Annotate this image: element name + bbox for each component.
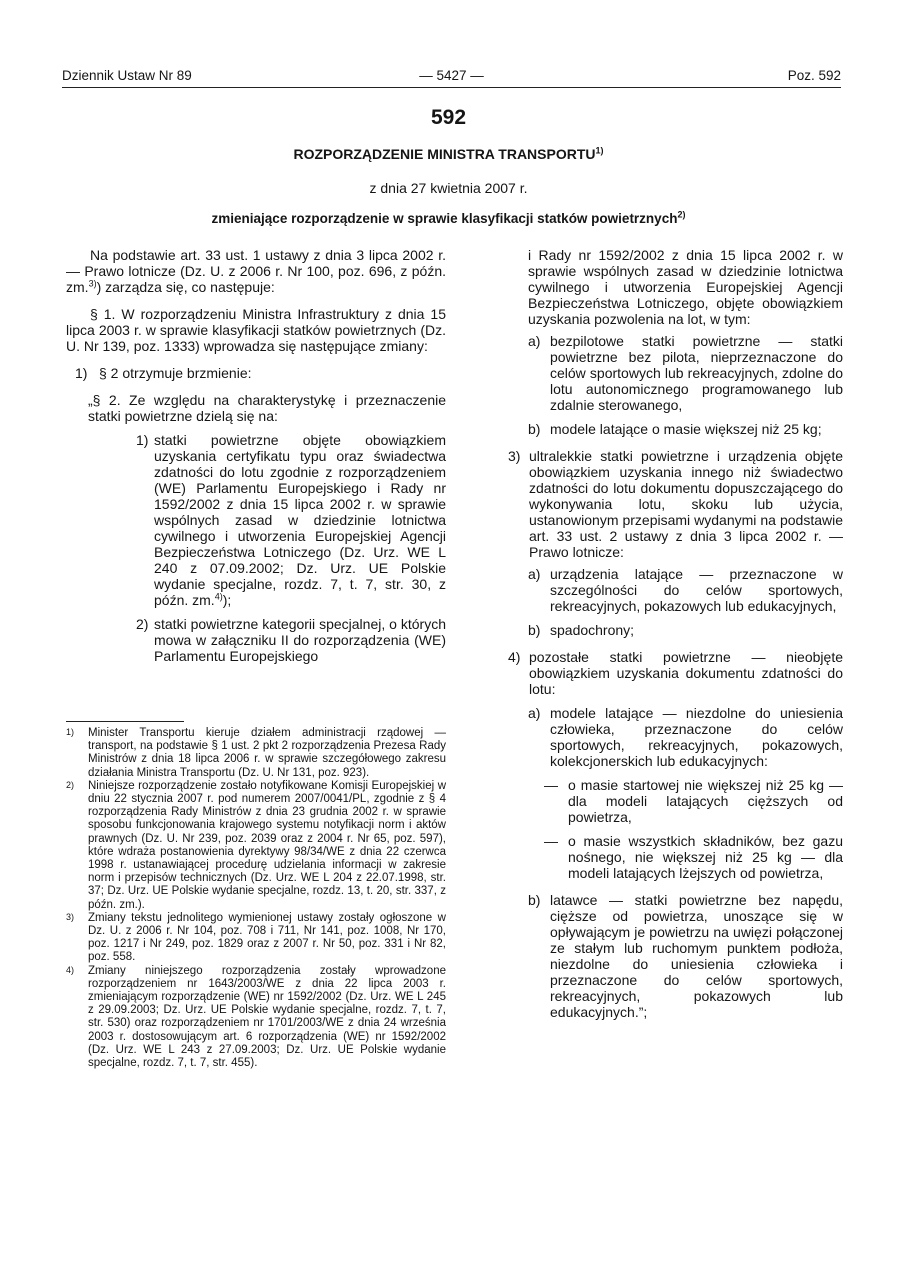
continuation-text: i Rady nr 1592/2002 z dnia 15 lipca 2002 r. w sprawie wspólnych zasad w dziedzinie lotnictwa cywilnego i utworzenia Europejskiej Agencji Bezpieczeństwa Lotniczego, objęte obowiązkiem uzyskania pozwolenia na lot, w tym: xyxy=(528,247,843,327)
footnote-ref: 4) xyxy=(214,591,223,602)
footnote-ref: 3) xyxy=(88,278,97,289)
list-item xyxy=(528,705,843,769)
quoted-article: „§ 2. Ze względu na charakterystykę i przeznaczenie statki powietrzne dzielą się na: xyxy=(88,392,446,424)
footnote xyxy=(66,727,446,780)
footnote-text: Minister Transportu kieruje działem administracji rządowej — transport, na podstawie § 1 ust. 2 pkt 2 rozporządzenia Prezesa Rady Ministrów z dnia 18 lipca 2006 r. w sprawie szczegółowego zakresu działania Ministra Transportu (Dz. U. Nr 131, poz. 923). xyxy=(88,727,446,779)
footnotes xyxy=(66,727,446,1070)
item-text: modele latające o masie większej niż 25 kg; xyxy=(550,421,822,437)
right-column xyxy=(508,247,843,1020)
item-text: ultralekkie statki powietrzne i urządzenia objęte obowiązkiem uzyskania innego niż świadectwo zdatności do lotu dokumentu dopuszczającego do wykonywania lotu, skoku lub użycia, ustanowionym przepisami wydanymi na podstawie art. 33 ust. 2 ustawy z dnia 3 lipca 2002 r. — Prawo lotnicze: xyxy=(529,448,843,560)
legal-basis-end: ) zarządza się, co następuje: xyxy=(96,279,275,295)
act-title xyxy=(0,146,897,162)
list-item xyxy=(528,777,843,825)
list-item xyxy=(528,566,843,614)
list-item xyxy=(508,448,843,560)
list-item xyxy=(528,833,843,881)
header-rule xyxy=(62,87,841,88)
item-label: 4) xyxy=(508,649,521,665)
item-text: o masie startowej nie większej niż 25 kg — dla modeli latających cięższych od powietrza, xyxy=(568,777,843,825)
footnote-label: 4) xyxy=(66,964,75,975)
item-label: a) xyxy=(528,333,541,349)
item-text: spadochrony; xyxy=(550,622,635,638)
item-label: a) xyxy=(528,566,541,582)
footnote xyxy=(66,912,446,965)
item-text: latawce — statki powietrzne bez napędu, cięższe od powietrza, unoszące się w opływającym je powietrzu na uwięzi połączonej ze stałym lub ruchomym punktem podłoża, niezdolne do uniesienia człowieka i przeznaczone do celów sportowych, rekreacyjnych, pokazowych lub edukacyjnych.”; xyxy=(550,892,843,1020)
footnote-text: Niniejsze rozporządzenie zostało notyfikowane Komisji Europejskiej w dniu 22 stycznia 2007 r. pod numerem 2007/0041/PL, zgodnie z § 4 rozporządzenia Rady Ministrów z dnia 23 grudnia 2002 r. w sprawie sposobu funkcjonowania krajowego systemu notyfikacji norm i aktów prawnych (Dz. U. Nr 239, poz. 2039 oraz z 2004 r. Nr 65, poz. 597), które wdraża postanowienia dyrektywy 98/34/WE z dnia 22 czerwca 1998 r. ustanawiającej procedurę udzielania informacji w zakresie norm i przepisów technicznych (Dz. Urz. WE L 204 z 22.07.1998, str. 37; Dz. Urz. UE Polskie wydanie specjalne, rozdz. 13, t. 20, str. 337, z późn. zm.). xyxy=(88,779,446,911)
item-text: statki powietrzne kategorii specjalnej, o których mowa w załączniku II do rozporządzenia (WE) Parlamentu Europejskiego xyxy=(154,616,446,664)
legal-basis xyxy=(66,247,446,295)
footnote-rule xyxy=(66,721,184,722)
item-label: a) xyxy=(528,705,541,721)
footnote-text: Zmiany tekstu jednolitego wymienionej ustawy zostały ogłoszone w Dz. U. z 2006 r. Nr 104, poz. 708 i 711, Nr 141, poz. 1008, Nr 170, poz. 1217 i Nr 249, poz. 1829 oraz z 2007 r. Nr 50, poz. 331 i Nr 82, poz. 558. xyxy=(88,911,446,964)
item-text xyxy=(154,432,446,608)
footnote-ref: 2) xyxy=(677,209,686,220)
item-text: urządzenia latające — przeznaczone w szczególności do celów sportowych, rekreacyjnych, pokazowych lub edukacyjnych, xyxy=(550,566,843,614)
act-date: z dnia 27 kwietnia 2007 r. xyxy=(369,180,528,196)
item-text: modele latające — niezdolne do uniesienia człowieka, przeznaczone do celów sportowych, rekreacyjnych, pokazowych, kolekcjonerskich lub edukacyjnych: xyxy=(550,705,843,769)
act-subtitle-text: zmieniające rozporządzenie w sprawie klasyfikacji statków powietrznych xyxy=(211,211,678,226)
list-item xyxy=(508,649,843,697)
list-item xyxy=(528,622,843,638)
list-item xyxy=(528,421,843,437)
position-number: Poz. 592 xyxy=(787,68,841,83)
item-label: 3) xyxy=(508,448,521,464)
act-number: 592 xyxy=(430,106,467,129)
item-label: b) xyxy=(528,421,541,437)
item-text: § 2 otrzymuje brzmienie: xyxy=(99,365,252,381)
item-label: b) xyxy=(528,622,541,638)
list-item xyxy=(528,333,843,413)
item-text: o masie wszystkich składników, bez gazu nośnego, nie większej niż 25 kg — dla modeli latających lżejszych od powietrza, xyxy=(568,833,843,881)
footnote-label: 1) xyxy=(66,727,75,737)
act-title-text: ROZPORZĄDZENIE MINISTRA TRANSPORTU xyxy=(293,146,596,162)
page-number: — 5427 — xyxy=(419,68,484,83)
footnote-text: Zmiany niniejszego rozporządzenia zostały wprowadzone rozporządzeniem nr 1643/2003/WE z dnia 22 lipca 2003 r. zmieniającym rozporządzenie (WE) nr 1592/2002 (Dz. Urz. WE L 245 z 29.09.2003; Dz. Urz. UE Polskie wydanie specjalne, rozdz. 7, t. 7, str. 530) oraz rozporządzeniem nr 1701/2003/WE z dnia 24 września 2003 r. dostosowującym art. 6 rozporządzenia (WE) nr 1592/2002 (Dz. Urz. WE L 243 z 27.09.2003; Dz. Urz. UE Polskie wydanie specjalne, rozdz. 7, t. 7, str. 455). xyxy=(88,964,446,1070)
list-item xyxy=(66,365,446,381)
item-label: 1) xyxy=(75,365,88,381)
footnote-label: 2) xyxy=(66,779,75,790)
footnote xyxy=(66,780,446,912)
item-text: pozostałe statki powietrzne — nieobjęte obowiązkiem uzyskania dokumentu zdatności do lotu: xyxy=(529,649,843,697)
legal-basis-text: Na podstawie art. 33 ust. 1 ustawy z dnia 3 lipca 2002 r. — Prawo lotnicze (Dz. U. z 2006 r. Nr 100, poz. 696, z późn. zm. xyxy=(66,247,446,295)
journal-name: Dziennik Ustaw Nr 89 xyxy=(62,68,192,83)
item-label: — xyxy=(544,833,558,849)
left-column xyxy=(66,247,446,664)
page-header xyxy=(62,68,841,84)
item-label: — xyxy=(544,777,558,793)
item-label: b) xyxy=(528,892,541,908)
item-text-body: statki powietrzne objęte obowiązkiem uzyskania certyfikatu typu oraz świadectwa zdatności do lotu zgodnie z rozporządzeniem (WE) Parlamentu Europejskiego i Rady nr 1592/2002 z dnia 15 lipca 2002 r. w sprawie wspólnych zasad w dziedzinie lotnictwa cywilnego i utworzenia Europejskiej Agencji Bezpieczeństwa Lotniczego (Dz. Urz. WE L 240 z 07.09.2002; Dz. Urz. UE Polskie wydanie specjalne, rozdz. 7, t. 7, str. 30, z późn. zm. xyxy=(154,432,446,608)
footnote xyxy=(66,965,446,1071)
paragraph-1: § 1. W rozporządzeniu Ministra Infrastruktury z dnia 15 lipca 2003 r. w sprawie klasyfikacji statków powietrznych (Dz. U. Nr 139, poz. 1333) wprowadza się następujące zmiany: xyxy=(66,306,446,354)
item-label: 2) xyxy=(136,616,149,632)
list-item xyxy=(528,892,843,1020)
item-text: bezpilotowe statki powietrzne — statki powietrzne bez pilota, nieprzeznaczone do celów sportowych lub rekreacyjnych, zdolne do lotu autonomicznego programowanego lub zdalnie sterowanego, xyxy=(550,333,843,413)
act-subtitle xyxy=(0,211,897,226)
item-label: 1) xyxy=(136,432,149,448)
list-item xyxy=(66,432,446,608)
footnote-ref: 1) xyxy=(595,145,604,156)
item-text-end: ); xyxy=(222,592,232,608)
list-item xyxy=(66,616,446,664)
footnote-label: 3) xyxy=(66,911,75,922)
